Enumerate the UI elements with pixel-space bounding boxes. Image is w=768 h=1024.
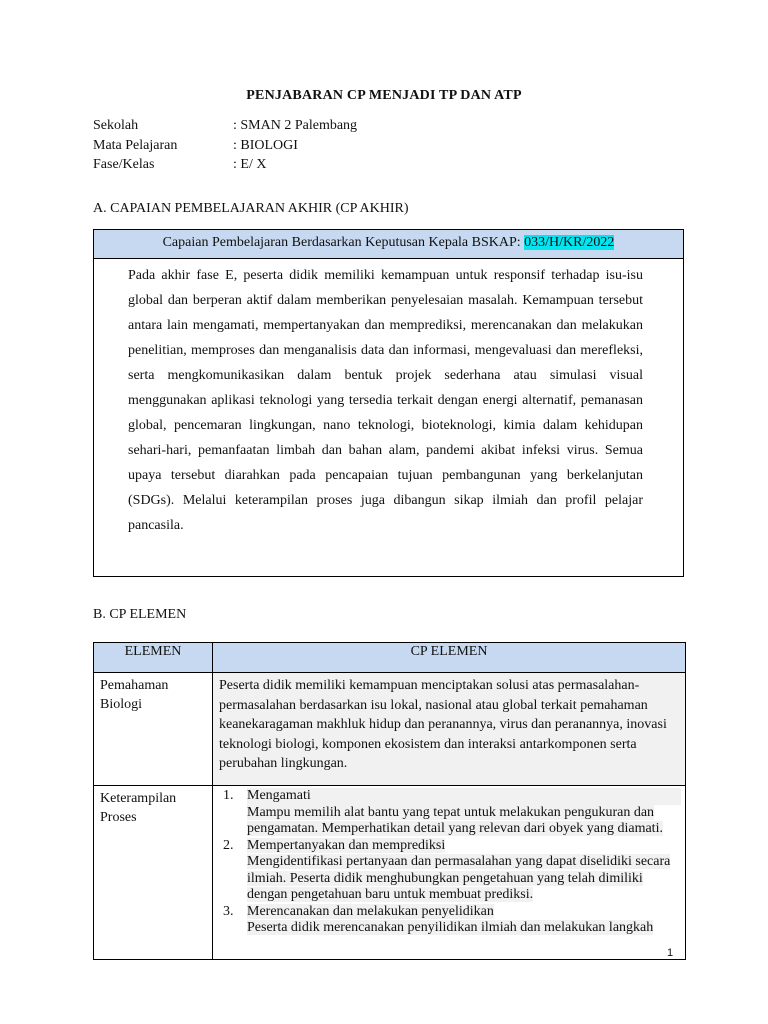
table-row xyxy=(94,673,686,786)
desc-text: Peserta didik merencanakan penyilidikan ilmiah dan melakukan langkah xyxy=(247,920,654,935)
meta-value: : BIOLOGI xyxy=(233,137,298,153)
list-item xyxy=(223,838,681,855)
page-title: PENJABARAN CP MENJADI TP DAN ATP xyxy=(246,88,522,103)
elemen-cell: Keterampilan Proses xyxy=(94,786,213,960)
section-b-heading: B. CP ELEMEN xyxy=(93,607,187,622)
list-number: 1. xyxy=(223,788,234,803)
meta-row-mata-pelajaran xyxy=(93,136,357,156)
column-header-cp-elemen: CP ELEMEN xyxy=(213,643,686,673)
list-item-title: Mengamati xyxy=(247,788,681,805)
list-item xyxy=(223,904,681,921)
meta-label: Fase/Kelas xyxy=(93,157,155,172)
title-text: Mempertanyakan dan memprediksi xyxy=(247,837,446,853)
meta-value: : E/ X xyxy=(233,157,267,172)
meta-row-sekolah xyxy=(93,116,357,136)
meta-row-fase-kelas xyxy=(93,155,357,175)
list-item-title xyxy=(247,904,681,921)
title-text: Merencanakan dan melakukan penyelidikan xyxy=(247,903,494,919)
elemen-cell: Pemahaman Biologi xyxy=(94,673,213,786)
document-meta xyxy=(93,116,357,175)
cp-cell: Peserta didik memiliki kemampuan menciptakan solusi atas permasalahan-permasalahan berdasarkan isu lokal, nasional atau global terkait pemahaman keanekaragaman makhluk hidup dan peranannya, virus dan peranannya, inovasi teknologi biologi, komponen ekosistem dan interaksi antarkomponen serta perubahan lingkungan. xyxy=(213,673,686,786)
table-header-row xyxy=(94,643,686,673)
cp-cell xyxy=(213,786,686,960)
list-item-desc xyxy=(223,805,681,838)
list-item-desc xyxy=(223,920,681,937)
list-item-desc xyxy=(223,854,681,904)
meta-label: Sekolah xyxy=(93,118,139,133)
list-item xyxy=(223,788,681,805)
column-header-elemen: ELEMEN xyxy=(94,643,213,673)
section-a-heading: A. CAPAIAN PEMBELAJARAN AKHIR (CP AKHIR) xyxy=(93,201,409,216)
cp-elemen-table xyxy=(93,642,686,960)
cp-akhir-box xyxy=(93,229,684,577)
desc-text: Mengidentifikasi pertanyaan dan permasalahan yang dapat diselidiki secara ilmiah. Peserta didik menghubungkan pengetahuan yang telah dimiliki dengan pengetahuan baru untuk membuat prediksi. xyxy=(247,854,671,902)
table-row xyxy=(94,786,686,960)
meta-label: Mata Pelajaran xyxy=(93,137,178,153)
cp-akhir-header-text: Capaian Pembelajaran Berdasarkan Keputusan Kepala BSKAP: xyxy=(162,235,525,250)
cp-akhir-body: Pada akhir fase E, peserta didik memiliki kemampuan untuk responsif terhadap isu-isu global dan berperan aktif dalam memberikan penyelesaian masalah. Kemampuan tersebut antara lain mengamati, mempertanyakan dan memprediksi, merencanakan dan melakukan penelitian, memproses dan menganalisis data dan informasi, mengevaluasi dan merefleksi, serta mengkomunikasikan dalam bentuk projek sederhana atau simulasi visual menggunakan aplikasi teknologi yang tersedia terkait dengan energi alternatif, pemanasan global, pencemaran lingkungan, nano teknologi, bioteknologi, kimia dalam kehidupan sehari-hari, pemanfaatan limbah dan bahan alam, pandemi akibat infeksi virus. Semua upaya tersebut diarahkan pada pencapaian tujuan pembangunan yang berkelanjutan (SDGs). Melalui keterampilan proses juga dibangun sikap ilmiah dan profil pelajar pancasila. xyxy=(128,268,643,533)
bskap-code-highlight: 033/H/KR/2022 xyxy=(524,235,615,250)
list-number: 3. xyxy=(223,903,234,919)
page-number: 1 xyxy=(667,947,674,959)
list-number: 2. xyxy=(223,837,234,853)
meta-value: : SMAN 2 Palembang xyxy=(233,118,358,133)
desc-text: Mampu memilih alat bantu yang tepat untuk melakukan pengukuran dan pengamatan. Memperhatikan detail yang relevan dari obyek yang diamati. xyxy=(247,804,663,836)
cp-akhir-header xyxy=(94,230,683,259)
list-item-title xyxy=(247,838,681,855)
